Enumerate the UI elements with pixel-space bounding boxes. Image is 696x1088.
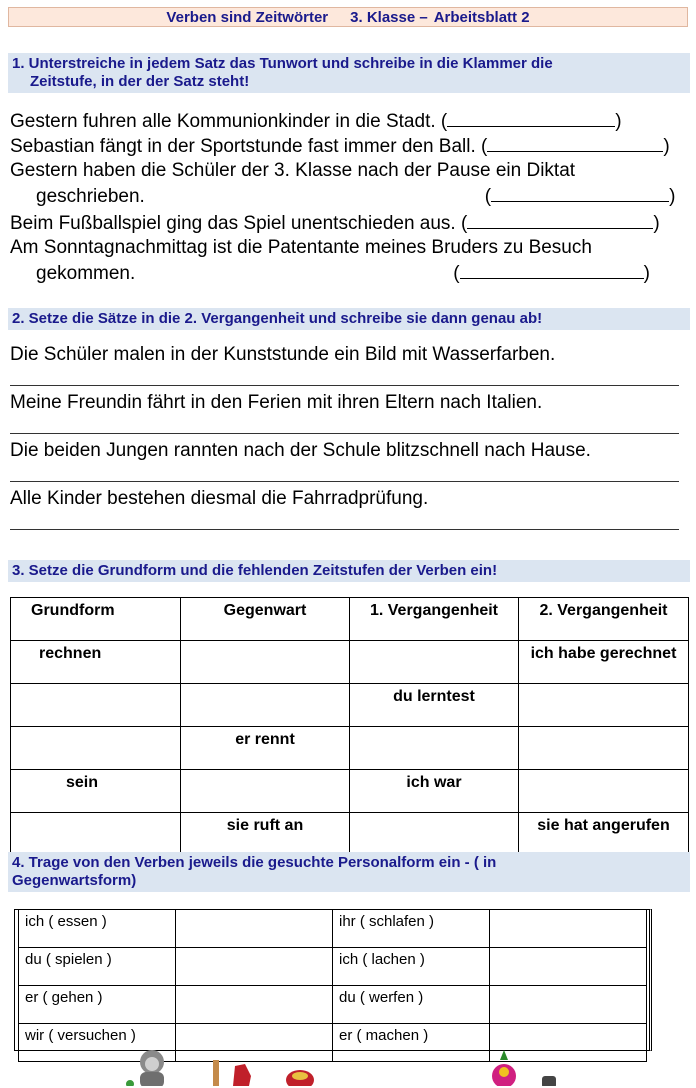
task1-sentence-5 [10,235,650,286]
answer-blank[interactable] [491,183,669,202]
monkey-clipart-icon [120,1046,200,1086]
table-cell[interactable] [519,727,689,770]
task1-heading-line1: 1. Unterstreiche in jedem Satz das Tunwort und schreibe in die Klammer die [12,55,553,72]
task4-heading [8,852,690,892]
table-cell[interactable]: sein [11,770,181,813]
close-paren: ) [615,111,622,132]
task2-write-line-2[interactable] [10,433,679,434]
close-paren: ) [663,136,670,157]
task4-heading-line2: Gegenwartsform) [12,872,137,889]
close-paren: ) [643,263,650,284]
table-cell[interactable] [519,770,689,813]
bird-clipart-icon [486,1046,566,1086]
task1-sentence-1 [10,108,622,134]
verb-forms-table [10,597,689,856]
table-cell[interactable]: du lerntest [350,684,519,727]
sentence-text: Am Sonntagnachmittag ist die Patentante meines Bruders zu Besuch [10,237,592,258]
table-row [11,684,689,727]
answer-cell[interactable] [176,986,333,1024]
table-cell: wir ( versuchen ) [19,1024,176,1062]
task1-sentence-3 [10,158,675,209]
table-cell[interactable] [11,813,181,856]
answer-blank[interactable] [487,133,663,152]
sentence-text-cont: gekommen. [36,263,136,284]
task1-sentence-2 [10,133,670,159]
sentence-text: Beim Fußballspiel ging das Spiel unentschieden aus. ( [10,213,468,234]
table-cell[interactable] [350,727,519,770]
task1-sentence-4 [10,210,660,236]
table-row [19,948,647,986]
answer-cell[interactable] [176,910,333,948]
table-cell: ich ( lachen ) [333,948,490,986]
sentence-text: Gestern haben die Schüler der 3. Klasse nach der Pause ein Diktat [10,160,576,181]
hat-clipart-icon [282,1046,322,1086]
header-grundform: Grundform [11,598,181,641]
task1-heading [8,53,690,93]
answer-cell[interactable] [490,986,647,1024]
task2-sentence-1: Die Schüler malen in der Kunststunde ein Bild mit Wasserfarben. [10,344,556,365]
table-cell[interactable]: er rennt [181,727,350,770]
worksheet-title: Verben sind Zeitwörter [166,8,329,26]
worksheet-grade: 3. Klasse – [350,8,428,26]
table-cell[interactable] [350,641,519,684]
table-cell: ihr ( schlafen ) [333,910,490,948]
task2-write-line-4[interactable] [10,529,679,530]
answer-blank[interactable] [467,210,653,229]
table-row [11,727,689,770]
table-cell[interactable]: rechnen [11,641,181,684]
table-cell: ich ( essen ) [19,910,176,948]
table-cell: er ( machen ) [333,1024,490,1062]
task2-heading: 2. Setze die Sätze in die 2. Vergangenheit und schreibe sie dann genau ab! [8,308,690,330]
table-cell[interactable] [181,770,350,813]
table-cell[interactable] [181,684,350,727]
table-row [11,813,689,856]
answer-cell[interactable] [176,948,333,986]
answer-blank[interactable] [460,260,644,279]
sentence-text: Gestern fuhren alle Kommunionkinder in die Stadt. ( [10,111,448,132]
sentence-text: Sebastian fängt in der Sportstunde fast immer den Ball. ( [10,136,488,157]
table-cell: du ( werfen ) [333,986,490,1024]
table-row [11,641,689,684]
worksheet-header [8,7,688,27]
answer-blank[interactable] [447,108,615,127]
close-paren: ) [653,213,660,234]
task2-sentence-4: Alle Kinder bestehen diesmal die Fahrradprüfung. [10,488,429,509]
answer-cell[interactable] [490,948,647,986]
task3-heading: 3. Setze die Grundform und die fehlenden Zeitstufen der Verben ein! [8,560,690,582]
task2-sentence-3: Die beiden Jungen rannten nach der Schule blitzschnell nach Hause. [10,440,591,461]
table-cell[interactable] [11,684,181,727]
table-cell[interactable] [350,813,519,856]
header-gegenwart: Gegenwart [181,598,350,641]
table-cell[interactable]: ich war [350,770,519,813]
task2-write-line-3[interactable] [10,481,679,482]
task4-heading-line1: 4. Trage von den Verben jeweils die gesuchte Personalform ein - ( in [12,854,497,871]
table-row [19,986,647,1024]
task2-write-line-1[interactable] [10,385,679,386]
task1-heading-line2: Zeitstufe, in der der Satz steht! [30,73,250,90]
close-paren: ) [669,186,676,207]
header-1-vergangenheit: 1. Vergangenheit [350,598,519,641]
task2-sentence-2: Meine Freundin fährt in den Ferien mit ihren Eltern nach Italien. [10,392,543,413]
open-paren: ( [484,186,492,207]
open-paren: ( [453,263,460,284]
table-cell[interactable]: sie ruft an [181,813,350,856]
table-cell[interactable] [519,684,689,727]
table-header-row [11,598,689,641]
table-cell: du ( spielen ) [19,948,176,986]
table-cell[interactable] [181,641,350,684]
personal-forms-table [18,909,647,1062]
table-cell[interactable] [11,727,181,770]
table-cell: er ( gehen ) [19,986,176,1024]
sentence-text-cont: geschrieben. [36,186,145,207]
answer-cell[interactable] [490,910,647,948]
table-cell[interactable]: ich habe gerechnet [519,641,689,684]
table-row [19,910,647,948]
table-row [11,770,689,813]
boot-clipart-icon [205,1046,265,1086]
table-cell[interactable]: sie hat angerufen [519,813,689,856]
header-2-vergangenheit: 2. Vergangenheit [519,598,689,641]
worksheet-sheet-number: Arbeitsblatt 2 [433,8,530,26]
